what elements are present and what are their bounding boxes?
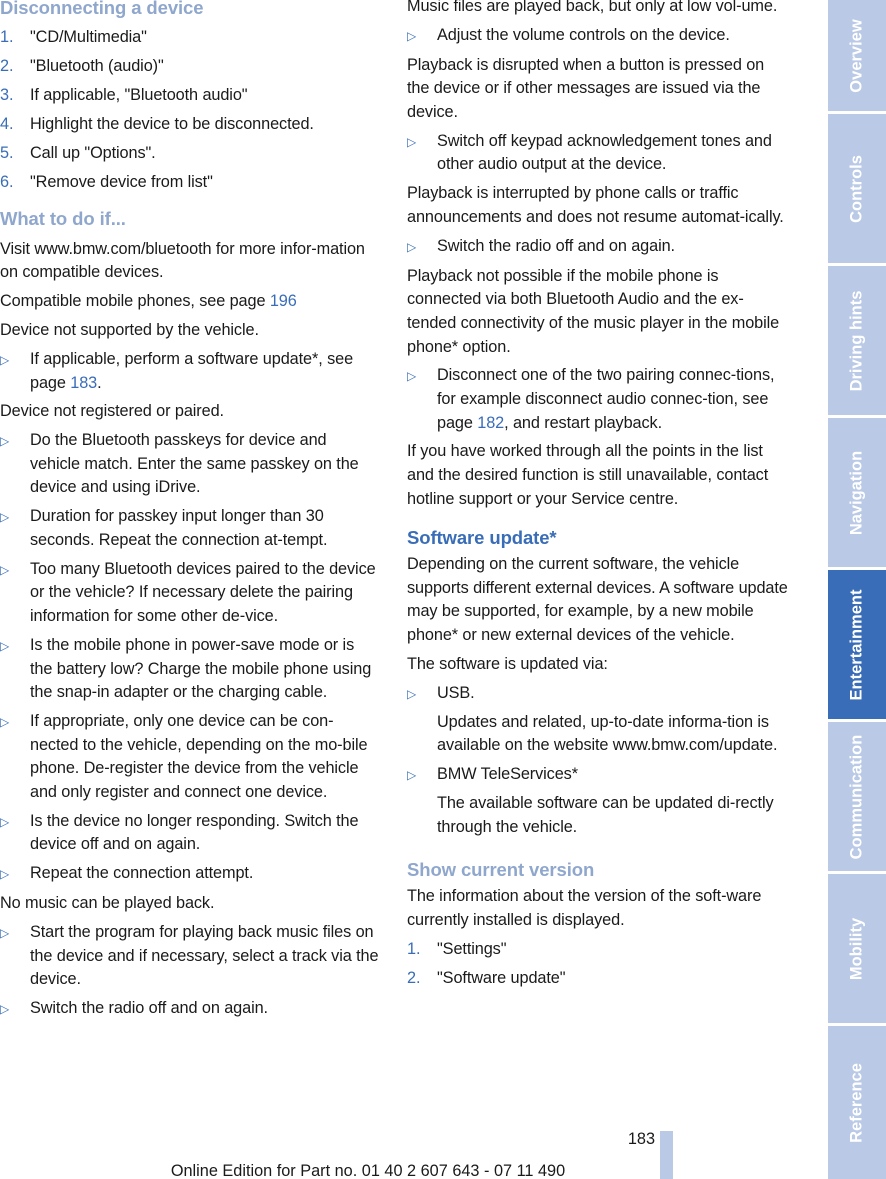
triangle-bullet-icon: ▷ — [0, 814, 10, 829]
triangle-bullet-icon: ▷ — [0, 352, 10, 367]
list-item: ▷ Repeat the connection attempt. — [0, 862, 380, 887]
tab-controls[interactable]: Controls — [828, 114, 886, 263]
step-item: 4. Highlight the device to be disconnected. — [0, 114, 314, 133]
list-item: ▷ Is the device no longer responding. Switch the device off and on again. — [0, 810, 380, 857]
visit-text: Visit www.bmw.com/bluetooth for more infor-mation on compatible devices. — [0, 239, 365, 282]
triangle-bullet-icon: ▷ — [407, 28, 417, 43]
right-column — [407, 0, 788, 990]
page-link-183[interactable]: 183 — [70, 373, 98, 392]
list-item: ▷ Switch off keypad acknowledgement tones and other audio output at the device. — [407, 130, 788, 177]
interrupted-text: Playback is interrupted by phone calls or traffic announcements and does not resume automat-ically. — [407, 184, 784, 226]
triangle-bullet-icon: ▷ — [0, 867, 10, 882]
step-item: 2. "Software update" — [407, 968, 566, 987]
compatible-phones-text: Compatible mobile phones, see page 196 — [0, 292, 297, 311]
worked-through-text: If you have worked through all the points in the list and the desired function is still unavailable, contact hotline support or your Service centre. — [407, 442, 769, 508]
tab-communication[interactable]: Communication — [828, 722, 886, 871]
no-music-text: No music can be played back. — [0, 894, 215, 913]
software-via-text: The software is updated via: — [407, 654, 608, 673]
not-registered-bullets — [0, 429, 380, 886]
software-text: Depending on the current software, the vehicle supports different external devices. A software update may be supported, for example, by a new mobile phone* or new external devices of the vehicle. — [407, 555, 788, 645]
list-item: ▷ BMW TeleServices* The available software can be updated di-rectly through the vehicle. — [407, 763, 788, 839]
footer-edition-text: Online Edition for Part no. 01 40 2 607 643 - 07 11 490 — [170, 1162, 566, 1179]
list-item: ▷ Switch the radio off and on again. — [407, 235, 788, 260]
step-item: 3. If applicable, "Bluetooth audio" — [0, 86, 248, 105]
triangle-bullet-icon: ▷ — [0, 510, 10, 525]
no-music-bullets — [0, 921, 380, 1022]
not-supported-bullets — [0, 348, 380, 395]
page-link-196[interactable]: 196 — [269, 292, 297, 311]
step-item: 5. Call up "Options". — [0, 143, 156, 162]
triangle-bullet-icon: ▷ — [0, 562, 10, 577]
list-item: ▷ Disconnect one of the two pairing connec-tions, for example disconnect audio connec-tion, see page 182, and restart playback. — [407, 364, 788, 435]
heading-software-update: Software update* — [407, 527, 557, 549]
tab-entertainment[interactable]: Entertainment — [828, 570, 886, 719]
triangle-bullet-icon: ▷ — [0, 638, 10, 653]
list-item: ▷ Too many Bluetooth devices paired to the device or the vehicle? If necessary delete the pairing information for some other de-vice. — [0, 558, 380, 629]
list-item: ▷ Start the program for playing back music files on the device and if necessary, select a track via the device. — [0, 921, 380, 992]
triangle-bullet-icon: ▷ — [0, 1002, 10, 1017]
disrupted-text: Playback is disrupted when a button is pressed on the device or if other messages are issued via the device. — [407, 55, 765, 121]
triangle-bullet-icon: ▷ — [407, 768, 417, 783]
tab-overview[interactable]: Overview — [828, 0, 886, 111]
heading-disconnecting-device: Disconnecting a device — [0, 0, 204, 18]
triangle-bullet-icon: ▷ — [0, 434, 10, 449]
list-item: ▷ Duration for passkey input longer than 30 seconds. Repeat the connection at-tempt. — [0, 505, 380, 552]
left-column — [0, 0, 380, 1022]
not-registered-text: Device not registered or paired. — [0, 402, 224, 421]
disconnect-steps — [0, 26, 380, 194]
list-item: ▷ If appropriate, only one device can be con-nected to the vehicle, depending on the mo-bile phone. De-register the device from the vehicle and only register and connect one device. — [0, 710, 380, 804]
triangle-bullet-icon: ▷ — [407, 134, 417, 149]
page-link-182[interactable]: 182 — [477, 413, 505, 432]
list-item: ▷ Is the mobile phone in power-save mode or is the battery low? Charge the mobile phone using the snap-in adapter or the charging cable. — [0, 634, 380, 705]
step-item: 6. "Remove device from list" — [0, 172, 213, 191]
list-item: ▷ Switch the radio off and on again. — [0, 997, 380, 1022]
step-item: 1. "Settings" — [407, 939, 507, 958]
list-item: ▷ Adjust the volume controls on the device. — [407, 24, 788, 49]
version-steps — [407, 938, 788, 990]
heading-what-to-do-if: What to do if... — [0, 208, 126, 230]
list-item: ▷ Do the Bluetooth passkeys for device and vehicle match. Enter the same passkey on the device and using iDrive. — [0, 429, 380, 500]
triangle-bullet-icon: ▷ — [407, 239, 417, 254]
tab-reference[interactable]: Reference — [828, 1026, 886, 1179]
triangle-bullet-icon: ▷ — [407, 369, 417, 384]
page-number: 183 — [627, 1130, 655, 1148]
step-item: 1. "CD/Multimedia" — [0, 28, 147, 47]
heading-show-current-version: Show current version — [407, 859, 595, 881]
low-volume-text: Music files are played back, but only at low vol-ume. — [407, 0, 778, 15]
version-text: The information about the version of the soft-ware currently installed is displayed. — [407, 887, 762, 929]
triangle-bullet-icon: ▷ — [0, 715, 10, 729]
tab-navigation[interactable]: Navigation — [828, 418, 886, 567]
step-item: 2. "Bluetooth (audio)" — [0, 57, 164, 76]
triangle-bullet-icon: ▷ — [0, 925, 10, 940]
triangle-bullet-icon: ▷ — [407, 686, 417, 701]
not-supported-text: Device not supported by the vehicle. — [0, 321, 259, 340]
chapter-tabs — [828, 0, 886, 1179]
list-item: ▷ USB. Updates and related, up-to-date informa-tion is available on the website www.bmw.com/update. — [407, 682, 788, 758]
list-item: ▷ If applicable, perform a software update*, see page 183. — [0, 348, 380, 395]
not-possible-text: Playback not possible if the mobile phone is connected via both Bluetooth Audio and the ex-tended connectivity of the music player in the mobile phone* option. — [407, 266, 780, 356]
tab-mobility[interactable]: Mobility — [828, 874, 886, 1023]
tab-driving-hints[interactable]: Driving hints — [828, 266, 886, 415]
